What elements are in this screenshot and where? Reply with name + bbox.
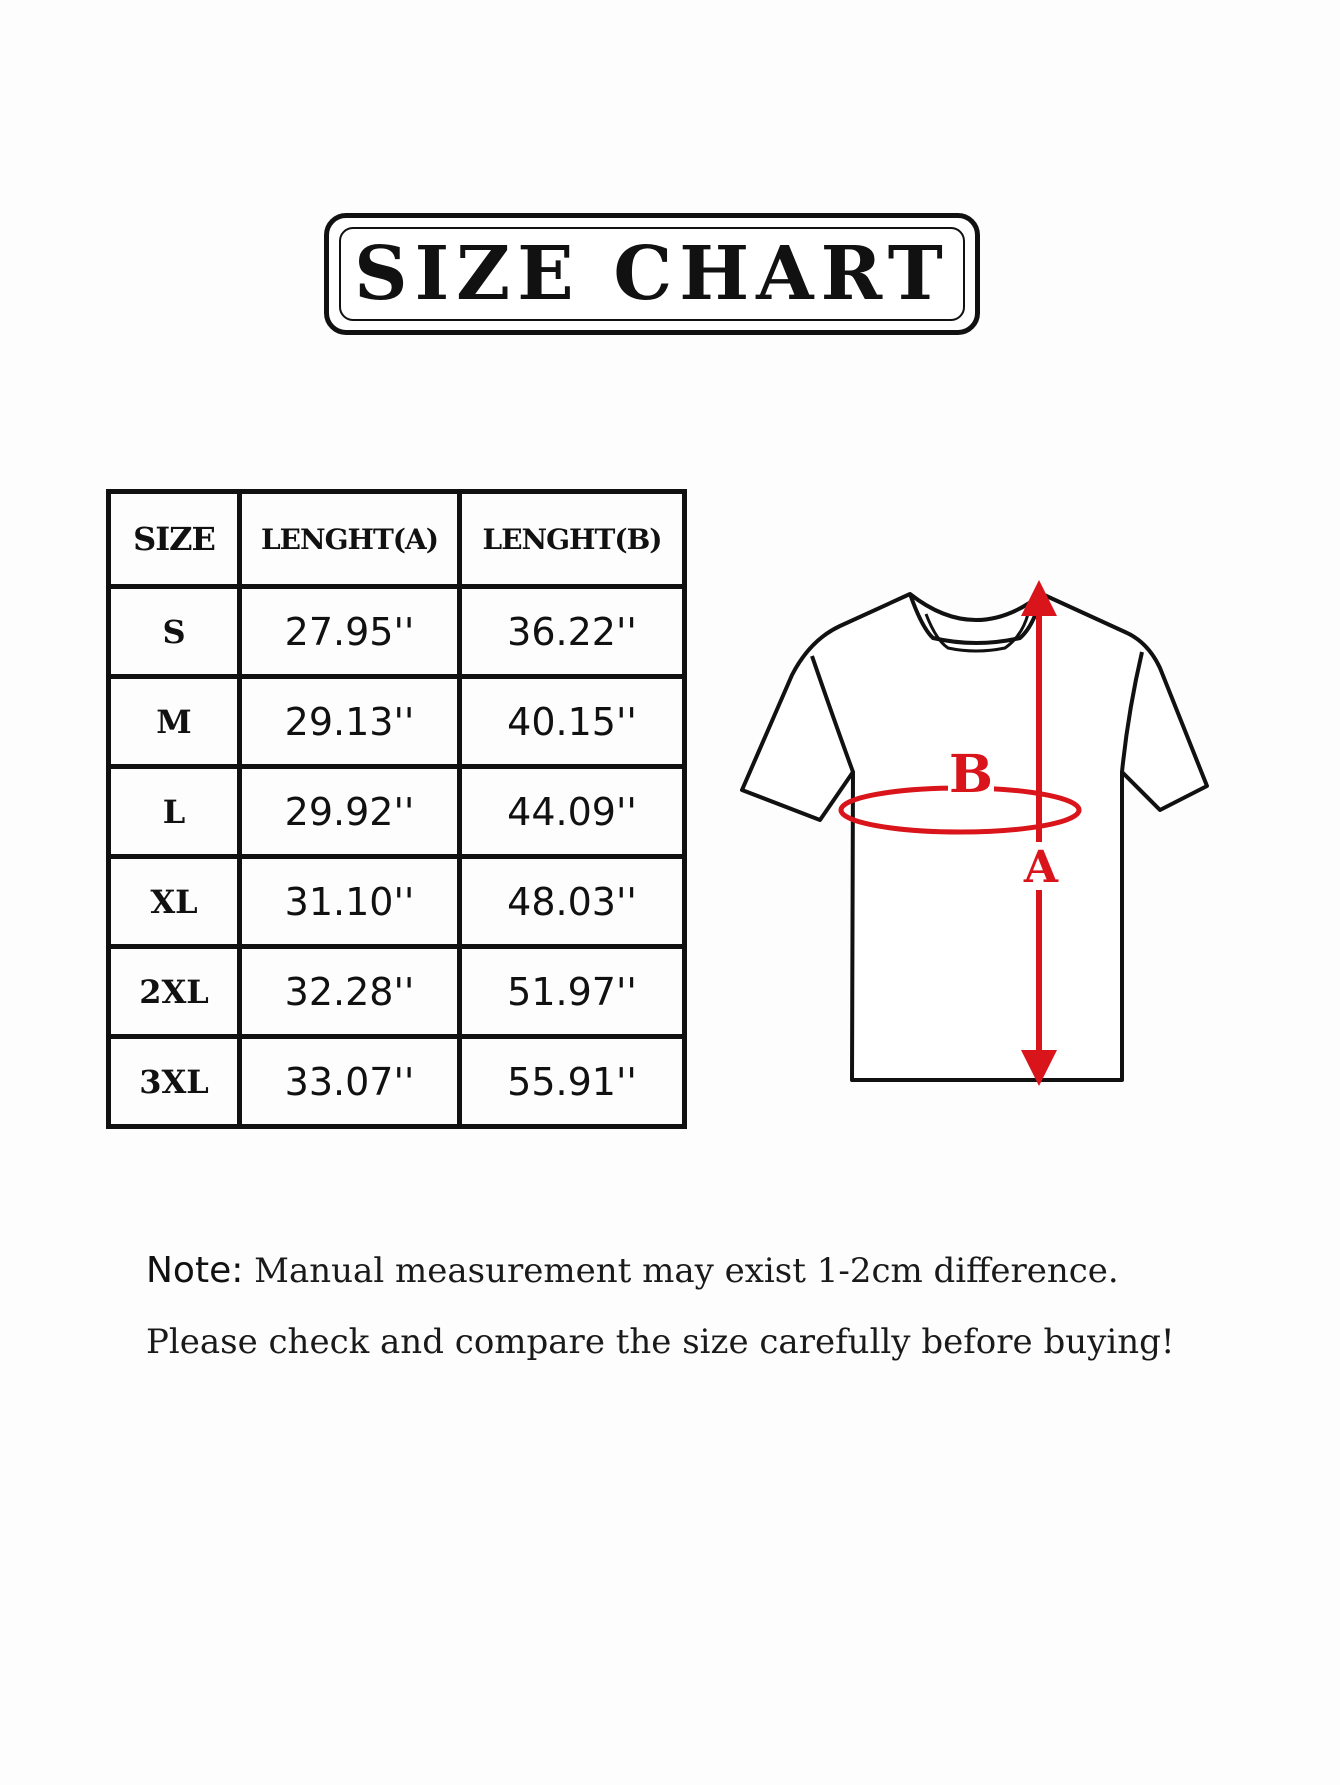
length-a-cell: 31.10'' xyxy=(240,857,460,947)
note-text: Manual measurement may exist 1-2cm difference. xyxy=(243,1251,1119,1291)
header-length-a: LENGHT(A) xyxy=(240,492,460,587)
header-size: SIZE xyxy=(109,492,240,587)
length-a-cell: 27.95'' xyxy=(240,587,460,677)
length-a-cell: 29.92'' xyxy=(240,767,460,857)
size-cell: XL xyxy=(109,857,240,947)
length-b-cell: 51.97'' xyxy=(460,947,685,1037)
label-b: B xyxy=(949,744,993,805)
table-row xyxy=(109,947,685,1037)
length-a-cell: 33.07'' xyxy=(240,1037,460,1127)
size-cell: L xyxy=(109,767,240,857)
note-line-2: Please check and compare the size carefully before buying! xyxy=(146,1322,1175,1362)
label-a: A xyxy=(1023,842,1059,893)
table-row xyxy=(109,587,685,677)
length-a-cell: 29.13'' xyxy=(240,677,460,767)
table-row xyxy=(109,767,685,857)
note-label: Note: xyxy=(146,1250,244,1291)
size-table xyxy=(106,489,687,1129)
size-cell: 3XL xyxy=(109,1037,240,1127)
length-b-cell: 44.09'' xyxy=(460,767,685,857)
size-cell: S xyxy=(109,587,240,677)
table-row xyxy=(109,677,685,767)
length-a-cell: 32.28'' xyxy=(240,947,460,1037)
title-frame xyxy=(324,213,980,335)
length-b-cell: 40.15'' xyxy=(460,677,685,767)
note-line-1 xyxy=(146,1250,1119,1291)
length-b-cell: 48.03'' xyxy=(460,857,685,947)
size-cell: 2XL xyxy=(109,947,240,1037)
tshirt-measurement-diagram xyxy=(730,580,1220,1100)
length-b-cell: 36.22'' xyxy=(460,587,685,677)
page-title: SIZE CHART xyxy=(354,231,950,317)
table-row xyxy=(109,857,685,947)
header-length-b: LENGHT(B) xyxy=(460,492,685,587)
size-cell: M xyxy=(109,677,240,767)
table-row xyxy=(109,1037,685,1127)
length-b-cell: 55.91'' xyxy=(460,1037,685,1127)
table-header-row xyxy=(109,492,685,587)
